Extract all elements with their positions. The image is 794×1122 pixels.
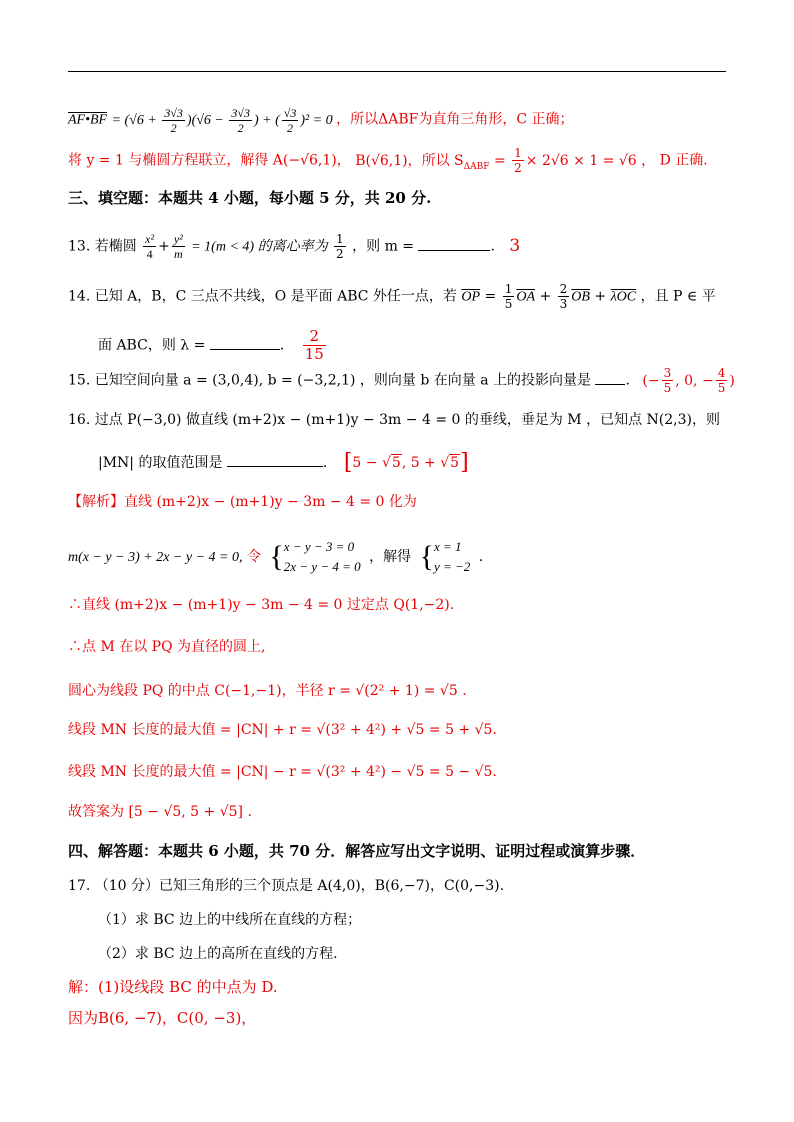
- solution-line-vector-product: [68, 106, 574, 135]
- vector-lambda-oc: $\overline{\lambda OC}$: [610, 289, 637, 305]
- vector-op: $\overline{OP}$: [461, 289, 481, 305]
- analysis-line-4: ∴点 M 在以 PQ 为直径的圆上,: [68, 639, 266, 655]
- q17-number: 17.: [68, 878, 91, 894]
- q16-answer-blank: [227, 452, 323, 467]
- analysis-line-6: 线段 MN 长度的最大值 = |CN| + r = √(3² + 4²) + √5 = 5 + √5.: [68, 722, 497, 738]
- q17-solution-1: 解：(1)设线段 BC 的中点为 D.: [68, 978, 278, 996]
- q17-part-2: （2）求 BC 边上的高所在直线的方程.: [98, 946, 338, 962]
- q13-number: 13.: [68, 238, 91, 255]
- q14-stem-b: ，且 P ∈ 平: [640, 288, 716, 305]
- vector-oa: $\overline{OA}$: [516, 289, 536, 305]
- q13-eccentricity: $\frac{1}{2}$: [336, 232, 344, 261]
- q16-answer: [5 − √5, 5 + √5]: [343, 450, 469, 475]
- q17-solution-2: 因为B(6, −7)，C(0, −3)，: [68, 1009, 257, 1027]
- q14-number: 14.: [68, 288, 91, 305]
- q13-frac-x: $\frac{\text{x²}}{4}$: [145, 232, 155, 261]
- analysis-l2-jie: ，解得: [369, 549, 412, 565]
- dot-product-expression: = (√6 + $\frac{3√3}{2}$ )(√6 − $\frac{3√3}{2}$ ) + ( $\frac{√3}{2}$ )² = 0: [111, 106, 337, 135]
- q16-stem-b: |MN| 的取值范围是: [98, 455, 223, 471]
- q16-stem-a: 过点 P(−3,0) 做直线 (m+2)x − (m+1)y − 3m − 4 = 0 的垂线，垂足为 M ，已知点 N(2,3)，则: [94, 412, 720, 428]
- q14-answer-blank: [210, 335, 280, 350]
- q17-part-1: （1）求 BC 边上的中线所在直线的方程；: [98, 912, 362, 928]
- area-text: B(√6,1)，所以 $S_{\Delta ABF}$ = $\frac{1}{2}$ × 2√6 × 1 = √6 ，: [355, 146, 656, 175]
- q17-stem: （10 分）已知三角形的三个顶点是 A(4,0)，B(6,−7)，C(0,−3).: [94, 878, 505, 894]
- vector-ob: $\overline{OB}$: [571, 289, 590, 305]
- intersection-text: 将 y = 1 与椭圆方程联立，解得 A(−√6,1)，: [68, 152, 351, 169]
- q13-answer-blank: [418, 236, 490, 251]
- analysis-l2-ling: 令: [246, 549, 261, 565]
- question-14-cont: 面 ABC，则 λ = . $\frac{2}{15}$: [98, 327, 324, 363]
- analysis-line-8: 故答案为 [5 − √5, 5 + √5] .: [68, 804, 252, 820]
- q13-stem-b: = 1(m < 4) 的离心率为: [191, 239, 328, 255]
- q13-frac-y: $\frac{\text{y²}}{m}$: [173, 232, 183, 261]
- q13-stem-c: ，则 m =: [352, 238, 415, 255]
- d-correct-text: D 正确.: [659, 152, 708, 169]
- q13-answer: 3: [509, 235, 521, 256]
- q14-stem-a: 已知 A，B，C 三点不共线，O 是平面 ABC 外任一点，若: [94, 288, 457, 305]
- top-rule: [68, 71, 726, 72]
- vector-af-bf: AF•BF: [68, 112, 108, 128]
- analysis-line-5: 圆心为线段 PQ 的中点 C(−1,−1)，半径 r = √(2² + 1) = √5 .: [68, 683, 467, 699]
- q13-stem-a: 若椭圆: [94, 238, 137, 255]
- section-3-heading: 三、填空题：本题共 4 小题，每小题 5 分，共 20 分.: [68, 189, 432, 207]
- analysis-line-1: [68, 492, 417, 512]
- question-17: [68, 876, 504, 896]
- system-equations-1: {x − y − 3 = 0 2x − y − 4 = 0: [269, 539, 361, 574]
- q15-answer: (− $\frac{3}{5}$ , 0, − $\frac{4}{5}$ ): [642, 366, 735, 395]
- q14-stem-c: 面 ABC，则 λ =: [98, 337, 206, 354]
- system-solution: {x = 1 y = −2: [419, 539, 471, 574]
- question-16: [68, 410, 720, 430]
- analysis-line-2: m(x − y − 3) + 2x − y − 4 = 0, 令 {x − y − 3 = 0 2x − y − 4 = 0 ，解得 {x = 1 y = −2 .: [68, 537, 483, 577]
- question-15: 15. 已知空间向量 a = (3,0,4), b = (−3,2,1) ，则向量 b 在向量 a 上的投影向量是 . (− $\frac{3}{5}$ , 0, − $\frac{4}{5}$ ): [68, 366, 735, 395]
- analysis-line-3: ∴直线 (m+2)x − (m+1)y − 3m − 4 = 0 过定点 Q(1,−2).: [68, 597, 455, 613]
- q15-stem: 已知空间向量 a = (3,0,4), b = (−3,2,1) ，则向量 b 在向量 a 上的投影向量是: [94, 372, 592, 389]
- q14-answer: $\frac{2}{15}$: [304, 327, 324, 363]
- question-13: 13. 若椭圆 $\frac{\text{x²}}{4}$ + $\frac{\text{y²}}{m}$ = 1(m < 4) 的离心率为 $\frac{1}{2}$ ，则 m = . 3: [68, 232, 521, 261]
- analysis-line-7: 线段 MN 长度的最大值 = |CN| − r = √(3² + 4²) − √5 = 5 − √5.: [68, 764, 497, 780]
- analysis-tag: 【解析】: [68, 494, 124, 510]
- question-16-cont: |MN| 的取值范围是 . [5 − √5, 5 + √5]: [98, 450, 469, 475]
- q15-number: 15.: [68, 372, 91, 389]
- solution-line-area: [68, 146, 708, 176]
- section-4-heading: 四、解答题：本题共 6 小题，共 70 分．解答应写出文字说明、证明过程或演算步骤．: [68, 842, 646, 860]
- question-14: 14. 已知 A，B，C 三点不共线，O 是平面 ABC 外任一点，若 $\overline{OP}$ = $\frac{1}{5}$ $\overline{OA}$ + $\frac{2}{3}$ $\overline{OB} + \overline{\lambda OC}$ ，且 P ∈ 平: [68, 282, 716, 311]
- q15-answer-blank: [595, 370, 625, 385]
- analysis-l2-eq: m(x − y − 3) + 2x − y − 4 = 0,: [68, 550, 243, 565]
- q16-number: 16.: [68, 412, 91, 428]
- right-triangle-conclusion: ，所以ΔABF为直角三角形，C 正确；: [336, 111, 574, 128]
- analysis-l1: 直线 (m+2)x − (m+1)y − 3m − 4 = 0 化为: [124, 494, 417, 510]
